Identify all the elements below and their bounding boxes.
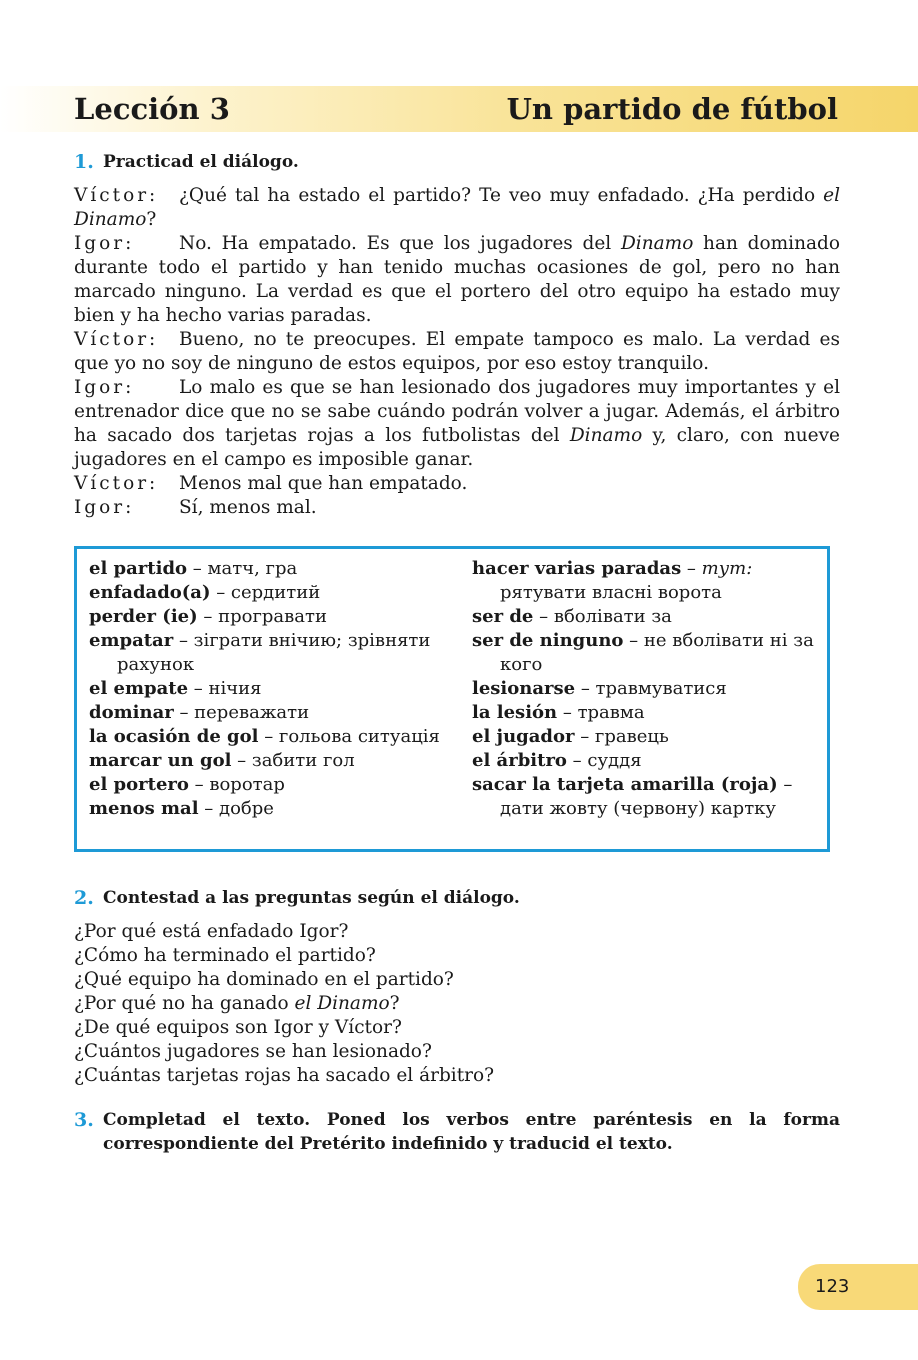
vocabulary-note: тут: [701,558,753,579]
vocabulary-term: marcar un gol [89,750,232,771]
vocabulary-term: ser de [472,606,534,627]
question-text: ¿Cuántas tarjetas rojas ha sacado el árbitro? [74,1065,495,1086]
question-text: ¿De qué equipos son Igor y Víctor? [74,1017,402,1038]
question-text: ¿Cómo ha terminado el partido? [74,945,376,966]
vocabulary-translation: – програвати [197,606,327,627]
dialogue-line [74,376,840,472]
dialogue-text: han dominado durante todo el partido y han tenido muchas ocasiones de gol, pero no han marcado ninguno. La verdad es que el portero del otro equipo ha estado muy bien y ha hecho varias paradas. [74,233,840,326]
dialogue-line [74,232,840,328]
dialogue-line [74,472,840,496]
dialogue-text: y, claro, con nueve jugadores en el campo es imposible ganar. [74,425,840,470]
dialogue-text: Menos mal que han empatado. [179,473,468,494]
vocabulary-entry [472,677,827,701]
dialogue-text: Dinamo [569,425,643,446]
vocabulary-translation: – [681,558,702,579]
vocabulary-translation: – травмуватися [575,678,727,699]
dialogue-text: Lo malo es que se han lesionado dos jugadores muy importantes y el entrenador dice que no se sabe cuándo podrán volver a jugar. Además, el árbitro ha sacado dos tarjetas rojas a los futbolistas del [74,377,840,446]
vocabulary-entry [472,557,827,605]
vocabulary-translation: – матч, гра [187,558,298,579]
vocabulary-term: el portero [89,774,189,795]
vocabulary-column-left [89,557,464,821]
question [74,920,840,944]
question-text: ¿Por qué no ha ganado [74,993,295,1014]
lesson-title: Un partido de fútbol [506,92,838,126]
vocabulary-term: hacer varias paradas [472,558,682,579]
dialogue-text: ¿Qué tal ha estado el partido? Te veo muy enfadado. ¿Ha perdido [179,185,824,206]
vocabulary-translation: – гольова ситуація [258,726,440,747]
vocabulary-term: el árbitro [472,750,567,771]
question [74,1040,840,1064]
vocabulary-translation: – не вболівати ні за кого [500,630,814,675]
exercise-instruction: Contestad a las preguntas según el diálogo. [103,888,520,908]
exercise-number: 1. [74,151,94,173]
dialogue-text: el Dinamo [74,185,840,230]
dialogue-line [74,184,840,232]
vocabulary-entry [89,557,464,581]
vocabulary-translation: – нічия [188,678,262,699]
vocabulary-translation: рятувати власні ворота [500,582,722,603]
question [74,944,840,968]
question [74,968,840,992]
exercise-number: 2. [74,887,94,909]
dialogue-text: Dinamo [620,233,694,254]
question [74,1064,840,1088]
vocabulary-translation: – сердитий [210,582,321,603]
question-list [74,920,840,1088]
vocabulary-term: lesionarse [472,678,576,699]
vocabulary-translation: – вболівати за [533,606,672,627]
vocabulary-entry [89,797,464,821]
vocabulary-entry [472,749,827,773]
speaker-name: Víctor: [74,185,159,206]
question [74,992,840,1016]
exercise-number: 3. [74,1109,94,1131]
vocabulary-entry [89,701,464,725]
question-text: ? [389,993,400,1014]
speaker-name: Víctor: [74,473,159,494]
vocabulary-entry [89,629,464,677]
exercise-instruction: Practicad el diálogo. [103,152,299,172]
page-number: 123 [815,1276,850,1297]
vocabulary-term: enfadado(a) [89,582,211,603]
question-text: el Dinamo [294,993,390,1014]
vocabulary-term: la lesión [472,702,558,723]
question [74,1016,840,1040]
vocabulary-entry [472,629,827,677]
speaker-name: Igor: [74,497,135,518]
vocabulary-translation: – переважати [173,702,310,723]
speaker-name: Igor: [74,377,135,398]
vocabulary-term: sacar la tarjeta amarilla (roja) [472,774,778,795]
vocabulary-entry [472,605,827,629]
vocabulary-translation: – зіграти внічию; зрівняти рахунок [117,630,431,675]
dialogue-text: ? [146,209,157,230]
vocabulary-translation: – забити гол [231,750,355,771]
exercise-2 [74,886,840,1088]
vocabulary-entry [89,725,464,749]
vocabulary-column-right [472,557,827,821]
vocabulary-entry [472,725,827,749]
dialogue-line [74,328,840,376]
vocabulary-translation: – добре [198,798,274,819]
exercise-2-heading [74,886,840,910]
dialogue-text: Sí, menos mal. [179,497,317,518]
question-text: ¿Cuántos jugadores se han lesionado? [74,1041,432,1062]
vocabulary-term: el jugador [472,726,575,747]
vocabulary-translation: – гравець [574,726,669,747]
vocabulary-term: perder (ie) [89,606,198,627]
exercise-3 [74,1108,840,1156]
vocabulary-entry [472,701,827,725]
vocabulary-entry [472,773,827,821]
vocabulary-entry [89,581,464,605]
vocabulary-box [74,546,830,852]
vocabulary-entry [89,677,464,701]
lesson-number: Lección 3 [74,92,230,126]
vocabulary-translation: – дати жовту (червону) картку [500,774,793,819]
dialogue-text: No. Ha empatado. Es que los jugadores del [179,233,621,254]
vocabulary-term: el empate [89,678,189,699]
vocabulary-term: la ocasión de gol [89,726,259,747]
vocabulary-term: el partido [89,558,188,579]
dialogue-text: Bueno, no te preocupes. El empate tampoco es malo. La verdad es que yo no soy de ninguno de estos equipos, por eso estoy tranquilo. [74,329,840,374]
vocabulary-term: menos mal [89,798,199,819]
dialogue-line [74,496,840,520]
vocabulary-term: dominar [89,702,174,723]
vocabulary-entry [89,773,464,797]
exercise-instruction: Completad el texto. Poned los verbos entre paréntesis en la forma correspondiente del Pretérito indefinido y traducid el texto. [103,1110,840,1154]
speaker-name: Víctor: [74,329,159,350]
speaker-name: Igor: [74,233,135,254]
vocabulary-term: empatar [89,630,174,651]
vocabulary-entry [89,605,464,629]
exercise-1-heading [74,150,840,174]
vocabulary-entry [89,749,464,773]
question-text: ¿Qué equipo ha dominado en el partido? [74,969,454,990]
vocabulary-translation: – травма [557,702,645,723]
vocabulary-translation: – воротар [188,774,285,795]
question-text: ¿Por qué está enfadado Igor? [74,921,349,942]
vocabulary-translation: – суддя [566,750,642,771]
exercise-3-heading [74,1108,840,1156]
exercise-1 [74,150,840,520]
dialogue [74,184,840,520]
vocabulary-term: ser de ninguno [472,630,624,651]
